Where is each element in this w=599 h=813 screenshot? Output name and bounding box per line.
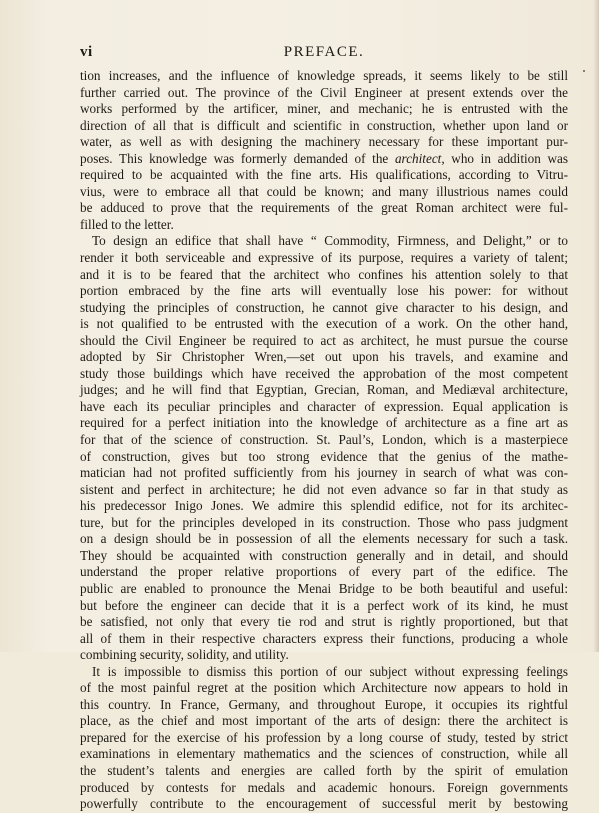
- text-line: filled to the letter.: [80, 216, 174, 232]
- text-line: poses. This knowledge was formerly demanded of the architect, who in addition was: [80, 150, 569, 166]
- text-line: ture, but for the principles developed in its construction. Those who pass judgment: [80, 514, 568, 530]
- page-number: vi: [80, 44, 93, 60]
- text-line: be adduced to prove that the requirements of the great Roman architect were ful-: [80, 200, 568, 216]
- text-line: further carried out. The province of the Civil Engineer at present extends over the: [80, 84, 568, 100]
- text-line: works performed by the artificer, miner, and mechanic; he is entrusted with the: [80, 101, 568, 117]
- body-text: [80, 68, 568, 813]
- text-line: prepared for the exercise of his profession by a long course of study, tested by strict: [80, 729, 568, 745]
- text-line: his predecessor Inigo Jones. We admire this splendid edifice, not for its architec-: [80, 498, 568, 514]
- text-line: render it both serviceable and expressive of its purpose, requires a variety of talent;: [80, 250, 568, 266]
- paragraph: [80, 233, 568, 663]
- paragraph: [80, 68, 568, 233]
- page-header: [80, 44, 568, 64]
- text-line: direction of all that is difficult and scientific in construction, whether upon land or: [80, 117, 568, 133]
- text-line: place, as the chief and most important of the arts of design: there the architect is: [80, 713, 568, 729]
- text-line: water, as well as with designing the machinery necessary for these important pur-: [80, 134, 568, 150]
- text-line: tion increases, and the influence of knowledge spreads, it seems likely to be still: [80, 68, 568, 83]
- text-line: but before the engineer can decide that it is a perfect work of its kind, he must: [80, 597, 568, 613]
- text-line: is not qualified to be entrusted with the execution of a work. On the other hand,: [80, 316, 568, 332]
- text-line: all of them in their respective characters express their functions, producing a whole: [80, 630, 568, 646]
- text-line: matician had not profited sufficiently from his journey in search of what was con-: [80, 465, 568, 481]
- text-line: studying the principles of construction, he cannot give character to his design, and: [80, 299, 568, 315]
- text-line: have each its peculiar principles and character of expression. Equal application is: [80, 398, 568, 414]
- text-line: understand the proper relative proportions of every part of the edifice. The: [80, 564, 568, 580]
- text-line: combining security, solidity, and utility.: [80, 647, 289, 663]
- text-line: this country. In France, Germany, and throughout Europe, it occupies its rightful: [80, 696, 568, 712]
- paragraph: [80, 664, 568, 813]
- text-line: on a design should be in possession of all the elements necessary for such a task.: [80, 531, 568, 547]
- text-line: and it is to be feared that the architect who confines his attention solely to that: [80, 266, 568, 282]
- running-head: PREFACE.: [283, 44, 365, 60]
- text-line: portion embraced by the fine arts will eventually lose his power: for without: [80, 283, 568, 299]
- text-line: study those buildings which have received the approbation of the most competent: [80, 365, 568, 381]
- page-edge-shadow: [593, 0, 599, 652]
- text-line: the student’s talents and energies are called forth by the spirit of emulation: [80, 762, 568, 778]
- text-line: public are enabled to pronounce the Menai Bridge to be both beautiful and useful:: [80, 580, 568, 596]
- text-line: required to be acquainted with the fine arts. His qualifications, according to Vitru-: [80, 167, 568, 183]
- text-line: powerfully contribute to the encouragement of successful merit by bestowing: [80, 796, 568, 812]
- paper-speck: [583, 70, 585, 72]
- text-line: examinations in elementary mathematics and the sciences of construction, while all: [80, 746, 568, 762]
- text-line: adopted by Sir Christopher Wren,—set out upon his travels, and examine and: [80, 349, 568, 365]
- text-line: judges; and he will find that Egyptian, Grecian, Roman, and Mediæval architecture,: [80, 382, 568, 398]
- text-line: for that of the science of construction. St. Paul’s, London, which is a masterpiece: [80, 432, 568, 448]
- text-line: To design an edifice that shall have “ Commodity, Firmness, and Delight,” or to: [92, 233, 568, 249]
- text-line: vius, were to embrace all that could be known; and many illustrious names could: [80, 183, 568, 199]
- text-line: sistent and perfect in architecture; he did not even advance so far in that study as: [80, 481, 568, 497]
- text-line: of construction, gives but too strong evidence that the genius of the mathe-: [80, 448, 568, 464]
- text-line: It is impossible to dismiss this portion of our subject without expressing feelings: [92, 663, 568, 679]
- text-line: should the Civil Engineer be required to act as architect, he must pursue the course: [80, 332, 568, 348]
- text-line: of the most painful regret at the position which Architecture now appears to hold in: [80, 680, 568, 696]
- text-line: be satisfied, not only that every tie rod and strut is rightly proportioned, but that: [80, 614, 568, 630]
- text-line: required for a perfect initiation into the knowledge of architecture as a fine art as: [80, 415, 568, 431]
- emphasized-word: architect: [394, 150, 442, 166]
- text-line: produced by contests for medals and academic honours. Foreign governments: [80, 779, 568, 795]
- text-line: They should be acquainted with construction generally and in detail, and should: [80, 547, 568, 563]
